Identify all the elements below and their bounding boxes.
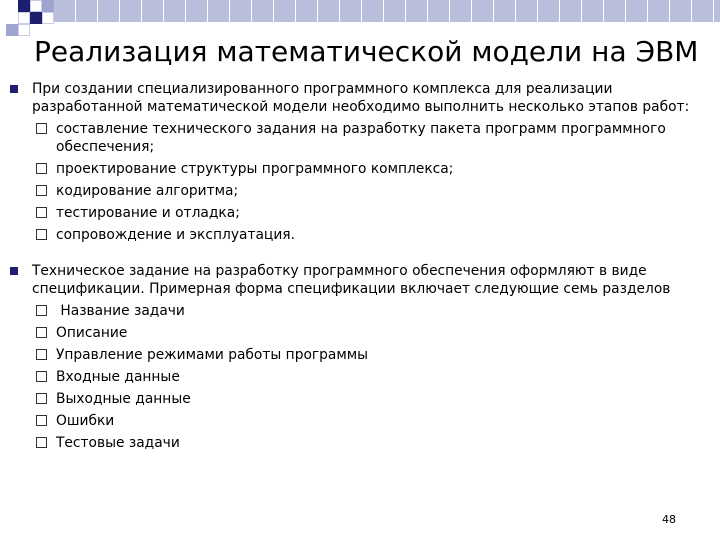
hollow-square-bullet-icon <box>36 371 47 382</box>
sub-bullet-text: Описание <box>56 325 128 341</box>
hollow-square-bullet-icon <box>36 415 47 426</box>
hollow-square-bullet-icon <box>36 123 47 134</box>
decor-square <box>30 0 42 12</box>
hollow-square-bullet-icon <box>36 437 47 448</box>
sub-bullet <box>10 412 710 430</box>
sub-bullet-text: тестирование и отладка; <box>56 205 240 221</box>
slide-content <box>10 80 710 452</box>
slide-title: Реализация математической модели на ЭВМ <box>34 35 699 68</box>
hollow-square-bullet-icon <box>36 229 47 240</box>
square-bullet-icon <box>10 85 18 93</box>
hollow-square-bullet-icon <box>36 305 47 316</box>
sub-bullet-text: Ошибки <box>56 413 115 429</box>
sub-bullet <box>10 226 710 244</box>
sub-bullet-text: проектирование структуры программного комплекса; <box>56 161 454 177</box>
sub-bullet <box>10 434 710 452</box>
decor-square <box>18 24 30 36</box>
bullet-text: При создании специализированного программного комплекса для реализации разработанной математической модели необходимо выполнить несколько этапов работ: <box>32 81 690 115</box>
hollow-square-bullet-icon <box>36 207 47 218</box>
hollow-square-bullet-icon <box>36 349 47 360</box>
sub-bullet-text: Название задачи <box>56 303 185 319</box>
sub-bullet-text: Тестовые задачи <box>56 435 180 451</box>
hollow-square-bullet-icon <box>36 393 47 404</box>
sub-bullet-text: сопровождение и эксплуатация. <box>56 227 295 243</box>
sub-bullet <box>10 368 710 386</box>
sub-bullet <box>10 302 710 320</box>
sub-bullet-text: кодирование алгоритма; <box>56 183 239 199</box>
sub-bullet-text: составление технического задания на разработку пакета программ программного обеспечения; <box>56 121 666 155</box>
sub-bullet <box>10 160 710 178</box>
hollow-square-bullet-icon <box>36 185 47 196</box>
decor-square <box>42 12 54 24</box>
page-number: 48 <box>662 513 676 526</box>
bullet-point <box>10 80 710 116</box>
sub-bullet <box>10 120 710 156</box>
sub-bullet-text: Управление режимами работы программы <box>56 347 369 363</box>
header-stripe <box>54 0 720 22</box>
decor-square <box>30 12 42 24</box>
decor-square <box>18 0 30 12</box>
bullet-point <box>10 262 710 298</box>
sub-bullet <box>10 346 710 364</box>
hollow-square-bullet-icon <box>36 163 47 174</box>
bullet-text: Техническое задание на разработку программного обеспечения оформляют в виде спецификации. Примерная форма спецификации включает следующие семь разделов <box>32 263 671 297</box>
sub-bullet-text: Выходные данные <box>56 391 191 407</box>
decor-square <box>6 24 18 36</box>
hollow-square-bullet-icon <box>36 327 47 338</box>
sub-bullet-text: Входные данные <box>56 369 180 385</box>
square-bullet-icon <box>10 267 18 275</box>
sub-bullet <box>10 324 710 342</box>
decor-square <box>42 0 54 12</box>
sub-bullet <box>10 390 710 408</box>
decor-square <box>18 12 30 24</box>
sub-bullet <box>10 182 710 200</box>
sub-bullet <box>10 204 710 222</box>
